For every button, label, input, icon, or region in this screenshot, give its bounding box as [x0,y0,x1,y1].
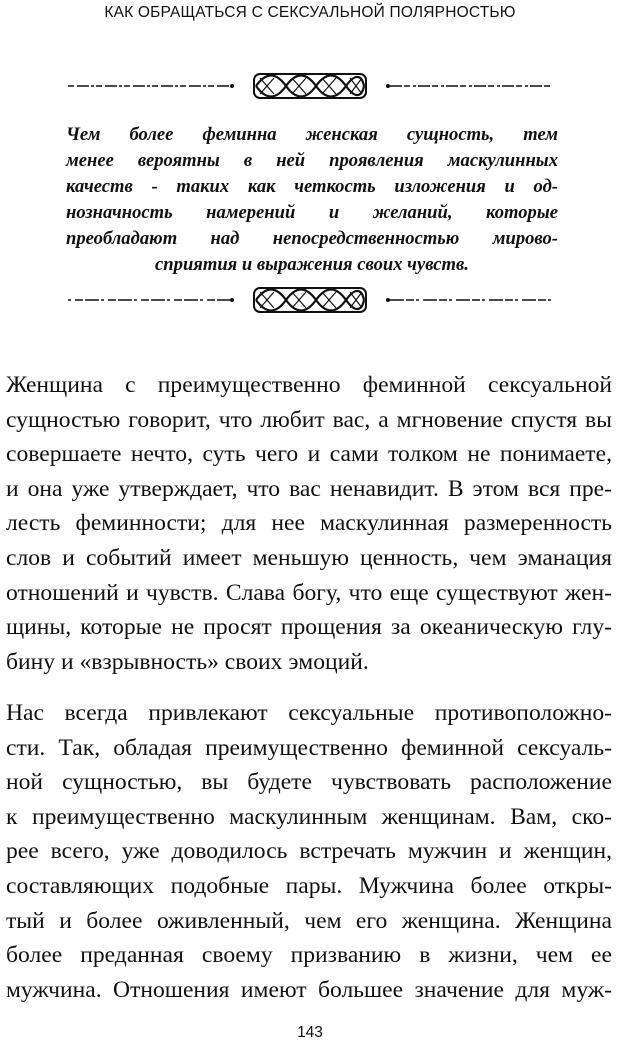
body-paragraph [6,368,612,679]
running-header: КАК ОБРАЩАТЬСЯ С СЕКСУАЛЬНОЙ ПОЛЯРНОСТЬЮ [104,4,516,21]
paragraph-line: более преданная своему призванию в жизни, чем ее [6,942,612,969]
epigraph [66,122,558,278]
paragraph-line: ной сущностью, вы будете чувствовать расположение [6,769,612,796]
paragraph-line: слов и событий имеет меньшую ценность, чем эманация [6,544,612,571]
celtic-knot-icon [60,278,560,322]
paragraph-line: сущностью говорит, что любит вас, а мгновение спустя вы [6,406,612,433]
paragraph-line: составляющих подобные пары. Мужчина более откры- [6,872,612,899]
epigraph-line: менее вероятны в ней проявления маскулинных [66,150,558,171]
epigraph-line: качеств - таких как четкость изложения и од- [66,176,558,197]
top-ornament-divider [60,64,560,108]
page-number: 143 [297,1024,323,1041]
paragraph-line: Женщина с преимущественно феминной сексуальной [6,372,612,398]
paragraph-line: тый и более оживленный, чем его женщина. Женщина [6,907,612,934]
bottom-ornament-divider [60,278,560,322]
paragraph-line: щины, которые не просят прощения за океаническую глу- [6,614,612,641]
paragraph-line: сти. Так, обладая преимущественно феминной сексуаль- [6,734,612,761]
epigraph-line: сприятия и выражения своих чувств. [155,254,469,275]
paragraph-line: лесть феминности; для нее маскулинная размеренность [6,510,612,537]
epigraph-line: преобладают над непосредственностью мирово- [66,228,558,249]
paragraph-line: Нас всегда привлекают сексуальные противоположно- [6,700,612,726]
celtic-knot-icon [60,64,560,108]
body-paragraph [6,696,612,1007]
paragraph-line: отношений и чувств. Слава богу, что еще существуют жен- [6,579,612,606]
epigraph-line: нозначность намерений и желаний, которые [66,202,558,223]
paragraph-line: совершаете нечто, суть чего и сами толком не понимаете, [6,441,612,468]
paragraph-line: мужчина. Отношения имеют большее значение для муж- [6,976,612,1003]
paragraph-line: бину и «взрывность» своих эмоций. [6,648,369,675]
paragraph-line: к преимущественно маскулинным женщинам. Вам, ско- [6,803,612,830]
paragraph-line: рее всего, уже доводилось встречать мужчин и женщин, [6,838,612,865]
paragraph-line: и она уже утверждает, что вас ненавидит. В этом вся пре- [6,475,612,502]
epigraph-line: Чем более феминна женская сущность, тем [66,124,558,145]
